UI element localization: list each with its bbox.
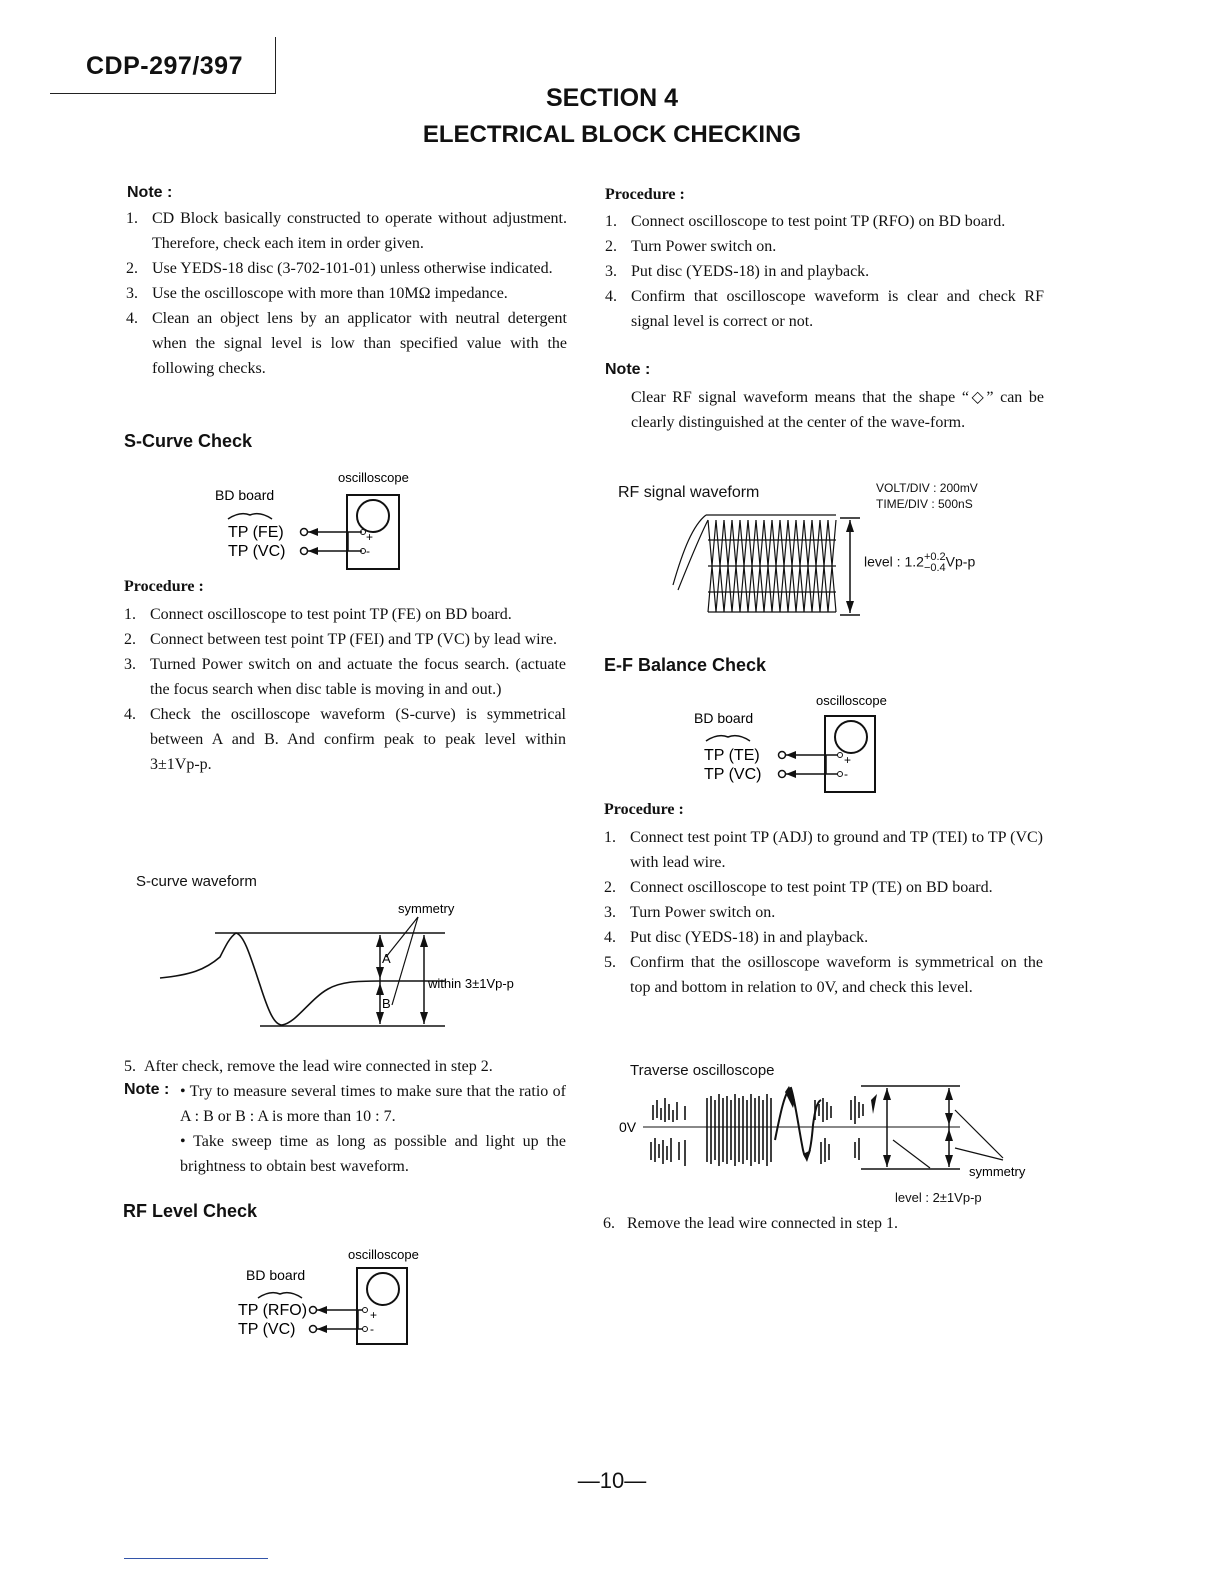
- rf-steps: [605, 209, 1044, 334]
- svg-text:symmetry: symmetry: [969, 1164, 1026, 1179]
- svg-text:BD board: BD board: [694, 710, 754, 726]
- rf-note-text: Clear RF signal waveform means that the shape “◇” can be clearly distinguished at the center of the wave-form.: [631, 389, 1044, 431]
- scurve-procedure-label: Procedure :: [124, 578, 204, 595]
- svg-text:-: -: [370, 1322, 374, 1336]
- board-label: BD board: [215, 487, 275, 503]
- scurve-note-item: • Take sweep time as long as possible and light up the brightness to obtain best waveform.: [180, 1133, 566, 1175]
- step-item: 4. Check the oscilloscope waveform (S-curve) is symmetrical between A and B. And confirm peak to peak level within 3±1Vp-p.: [124, 706, 566, 773]
- scurve-heading: S-Curve Check: [124, 431, 253, 451]
- section-number: SECTION 4: [546, 84, 678, 112]
- svg-text:TP (VC): TP (VC): [238, 1321, 296, 1338]
- svg-text:TP (VC): TP (VC): [704, 766, 762, 783]
- svg-text:within 3±1Vp-p: within 3±1Vp-p: [428, 976, 514, 991]
- page-number: —10—: [577, 1468, 647, 1493]
- step-item: 4. Put disc (YEDS-18) in and playback.: [604, 929, 869, 946]
- footer-rule: [124, 1558, 268, 1559]
- svg-text:-: -: [366, 544, 370, 558]
- time-div: TIME/DIV : 500nS: [876, 497, 973, 511]
- rflevel-connection-diagram: [230, 1242, 460, 1352]
- note-label: Note :: [127, 184, 173, 201]
- step-item: 2. Connect oscilloscope to test point TP (TE) on BD board.: [604, 879, 993, 896]
- step-item: 3. Turned Power switch on and actuate the focus search. (actuate the focus search when disc table is moving in and out.): [124, 656, 566, 698]
- traverse-level: level : 2±1Vp-p: [895, 1190, 982, 1205]
- scurve-step5: 5. After check, remove the lead wire connected in step 2.: [124, 1058, 493, 1075]
- note-item: 4. Clean an object lens by an applicator with neutral detergent when the signal level is low than specified value with the following checks.: [126, 310, 567, 377]
- scurve-steps: [124, 602, 566, 777]
- svg-text:0V: 0V: [619, 1119, 637, 1135]
- ef-step6: 6. Remove the lead wire connected in step 1.: [603, 1215, 899, 1232]
- step-item: 3. Put disc (YEDS-18) in and playback.: [605, 263, 870, 280]
- svg-text:B: B: [382, 996, 391, 1011]
- model-number: CDP-297/397: [86, 52, 243, 80]
- svg-text:BD board: BD board: [246, 1267, 306, 1283]
- step-item: 5. Confirm that the osilloscope waveform is symmetrical on the top and bottom in relation to 0V, and check this level.: [604, 954, 1043, 996]
- step-item: 1. Connect test point TP (ADJ) to ground and TP (TEI) to TP (VC) with lead wire.: [604, 829, 1043, 871]
- svg-text:TP (TE): TP (TE): [704, 747, 760, 764]
- note-item: 1. CD Block basically constructed to operate without adjustment. Therefore, check each item in order given.: [126, 210, 567, 252]
- tp-label: TP (VC): [228, 543, 286, 560]
- ef-steps: [604, 825, 1043, 1000]
- step-item: 1. Connect oscilloscope to test point TP (FE) on BD board.: [124, 606, 512, 623]
- svg-text:oscilloscope: oscilloscope: [348, 1247, 419, 1262]
- svg-text:-: -: [844, 767, 848, 781]
- rf-procedure-label: Procedure :: [605, 186, 685, 203]
- step-item: 2. Turn Power switch on.: [605, 238, 777, 255]
- traverse-title: Traverse oscilloscope: [630, 1062, 775, 1079]
- scurve-note-label: Note :: [124, 1081, 170, 1098]
- svg-text:+: +: [366, 530, 374, 544]
- rf-level: level : 1.2 +0.2 −0.4 Vp-p: [864, 551, 976, 574]
- scurve-waveform-title: S-curve waveform: [136, 873, 257, 890]
- ef-procedure-label: Procedure :: [604, 801, 684, 818]
- rf-eye-pattern: [668, 510, 868, 620]
- oscilloscope-label: oscilloscope: [338, 470, 409, 485]
- scurve-note-item: • Try to measure several times to make sure that the ratio of A : B or B : A is more than 10 : 7.: [180, 1083, 566, 1125]
- svg-text:oscilloscope: oscilloscope: [816, 693, 887, 708]
- svg-text:symmetry: symmetry: [398, 901, 455, 916]
- rflevel-heading: RF Level Check: [123, 1201, 258, 1221]
- svg-text:TP (RFO): TP (RFO): [238, 1302, 308, 1319]
- rf-waveform-title: RF signal waveform: [618, 484, 760, 501]
- svg-text:A: A: [382, 951, 391, 966]
- step-item: 3. Turn Power switch on.: [604, 904, 776, 921]
- step-item: 1. Connect oscilloscope to test point TP (RFO) on BD board.: [605, 213, 1006, 230]
- svg-text:+: +: [844, 753, 852, 767]
- ef-heading: E-F Balance Check: [604, 655, 767, 675]
- notes-list: [126, 206, 567, 381]
- svg-text:+: +: [370, 1308, 378, 1322]
- traverse-waveform: [615, 1080, 1035, 1185]
- tp-label: TP (FE): [228, 524, 284, 541]
- note-item: 2. Use YEDS-18 disc (3-702-101-01) unless otherwise indicated.: [126, 260, 553, 277]
- section-title: ELECTRICAL BLOCK CHECKING: [422, 121, 802, 148]
- ef-connection-diagram: [680, 688, 910, 798]
- volt-div: VOLT/DIV : 200mV: [876, 481, 978, 495]
- step-item: 2. Connect between test point TP (FEI) and TP (VC) by lead wire.: [124, 631, 558, 648]
- rf-note-label: Note :: [605, 361, 651, 378]
- note-item: 3. Use the oscilloscope with more than 10MΩ impedance.: [126, 285, 508, 302]
- scurve-waveform-diagram: [150, 895, 550, 1035]
- step-item: 4. Confirm that oscilloscope waveform is clear and check RF signal level is correct or not.: [605, 288, 1044, 330]
- scurve-connection-diagram: [200, 465, 430, 575]
